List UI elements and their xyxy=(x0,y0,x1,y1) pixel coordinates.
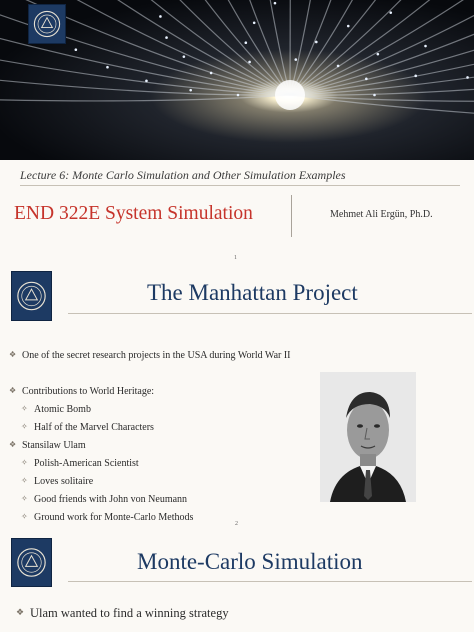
page-number: 1 xyxy=(234,255,237,261)
portrait-photo xyxy=(320,372,416,502)
circuit-board-light-image xyxy=(0,0,474,160)
list-item: ✧ Loves solitaire xyxy=(21,476,94,487)
page-number: 2 xyxy=(235,521,238,527)
list-item: ✧ Good friends with John von Neumann xyxy=(21,494,188,505)
list-item: ❖ One of the secret research projects in the USA during World War II xyxy=(9,350,291,361)
list-item: ❖ Contributions to World Heritage: xyxy=(9,386,155,397)
vertical-divider xyxy=(291,195,292,237)
slide-3 xyxy=(0,534,474,632)
university-seal-logo xyxy=(11,538,52,587)
bullet-marker-icon: ❖ xyxy=(9,386,17,395)
divider xyxy=(68,313,472,314)
bullet-marker-icon: ❖ xyxy=(9,350,17,359)
list-item: ✧ Polish-American Scientist xyxy=(21,458,139,469)
bullet-marker-icon: ❖ xyxy=(16,607,25,617)
slide-2 xyxy=(0,268,474,532)
bullet-marker-icon: ❖ xyxy=(9,440,17,449)
bullet-marker-icon: ✧ xyxy=(21,494,28,503)
divider xyxy=(20,185,460,186)
bullet-marker-icon: ✧ xyxy=(21,458,28,467)
slide-title: Monte-Carlo Simulation xyxy=(137,549,363,574)
bullet-marker-icon: ✧ xyxy=(21,422,28,431)
list-item: ✧ Half of the Marvel Characters xyxy=(21,422,154,433)
slide-1 xyxy=(0,0,474,265)
list-item: ❖ Stansilaw Ulam xyxy=(9,440,86,451)
list-item: ✧ Atomic Bomb xyxy=(21,404,91,415)
author-name: Mehmet Ali Ergün, Ph.D. xyxy=(330,209,433,220)
divider xyxy=(68,581,472,582)
bullet-marker-icon: ✧ xyxy=(21,512,28,521)
list-item: ✧ Ground work for Monte-Carlo Methods xyxy=(21,512,194,523)
bullet-marker-icon: ✧ xyxy=(21,404,28,413)
slide-title: The Manhattan Project xyxy=(147,280,358,305)
bullet-marker-icon: ✧ xyxy=(21,476,28,485)
university-seal-logo xyxy=(28,4,66,44)
university-seal-logo xyxy=(11,271,52,321)
list-item: ❖ Ulam wanted to find a winning strategy xyxy=(16,606,229,620)
course-title: END 322E System Simulation xyxy=(14,203,253,224)
lecture-subtitle: Lecture 6: Monte Carlo Simulation and Other Simulation Examples xyxy=(20,168,346,182)
